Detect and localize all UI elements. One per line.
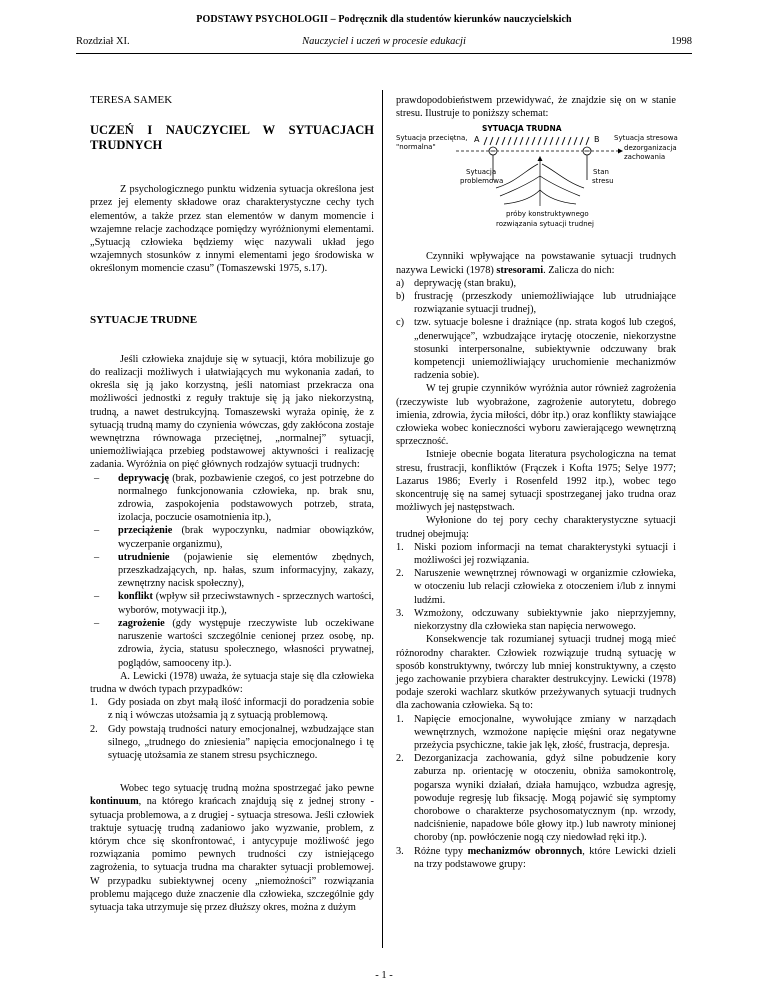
diagram-label: rozwiązania sytuacji trudnej	[496, 220, 594, 229]
list-item: 2. Gdy powstają trudności natury emocjonalnej, wzbudzające stan silnego, „trudnego do zniesienia” napięcia emocjonalnego i tę sytuację utożsamia ze stanem stresu psychicznego.	[90, 723, 374, 761]
diagram-label: "normalna"	[396, 143, 436, 152]
list-item: 1. Niski poziom informacji na temat charakterystyki sytuacji i możliwości jej rozwiązania.	[396, 541, 676, 567]
column-divider	[382, 90, 383, 948]
list-item: 1. Napięcie emocjonalne, wywołujące zmiany w narządach wewnętrznych, wzmożone napięcie mięśni oraz negatywne przeżycia psychiczne, takie jak lęk, złość, frustracja, depresja.	[396, 713, 676, 751]
right-column	[396, 94, 676, 871]
diagram-label: próby konstruktywnego	[506, 210, 589, 219]
paragraph-2: A. Lewicki (1978) uważa, że sytuacja staje się dla człowieka trudna w dwóch typach przypadków:	[90, 670, 374, 695]
difficult-situation-types	[90, 472, 374, 670]
intro-paragraph: Z psychologicznego punktu widzenia sytuacja określona jest przez jej elementy składowe oraz charakterystyczne cechy tych elementów, a także przez stan elementów w danym momencie i wzajemne relacje zachodzące pomiędzy wyróżnionymi elementami. „Sytuacją człowieka będziemy więc nazywali układ jego wzajemnych stosunków z innymi elementami jego środowiska w określonym momencie czasu” (Tomaszewski 1975, s.17).	[90, 184, 374, 275]
diagram-label: dezorganizacja	[624, 144, 677, 153]
paragraph-stressors: Czynniki wpływające na powstawanie sytuacji trudnych nazywa Lewicki (1978) stresorami. Zalicza do nich:	[396, 251, 676, 276]
header-rule	[76, 53, 692, 54]
section-heading: SYTUACJE TRUDNE	[90, 313, 198, 326]
page-number: - 1 -	[375, 970, 393, 981]
diagram-label: Stan	[593, 168, 609, 177]
diagram-label: Sytuacja stresowa	[614, 134, 678, 143]
diagram-label: zachowania	[624, 153, 666, 162]
article-title: UCZEŃ I NAUCZYCIEL W SYTUACJACH TRUDNYCH	[90, 123, 374, 153]
list-item: – zagrożenie (gdy występuje rzeczywiste lub oczekiwane naruszenie wartości szczególnie cenionej przez osobę, np. zdrowia, życia, statusu społecznego, własności prywatnej, poglądów, samooceny itp.).	[94, 617, 374, 669]
diagram-point-b: B	[594, 135, 600, 145]
running-header: PODSTAWY PSYCHOLOGII – Podręcznik dla studentów kierunków nauczycielskich	[196, 14, 572, 25]
diagram-label: Sytuacja przeciętna,	[396, 134, 468, 143]
paragraph-threats: W tej grupie czynników wyróżnia autor również zagrożenia (rzeczywiste lub wyobrażone, zagrożenie autorytetu, dobrego imienia, zdrowia, życia miłości, dóbr itp.) oraz konflikty stawiające człowieka wobec konieczności wyboru zawierającego wewnętrzną sprzeczność.	[396, 383, 676, 448]
left-column	[90, 94, 374, 914]
list-item: – przeciążenie (brak wypoczynku, nadmiar obowiązków, wyczerpanie organizmu),	[94, 525, 374, 550]
paragraph-3: Wobec tego sytuację trudną można spostrzegać jako pewne kontinuum, na którego krańcach znajdują się z jednej strony - sytuacja problemowa, a z drugiej - sytuacja stresowa. Jeśli człowiek traktuje sytuację trudną zadaniowo jako wyzwanie, problem, z którym chce się skonfrontować, i antycypuje możliwość jego rozwiązania pomimo pewnych trudności czy istniejącego zagrożenia, to sytuacja trudna ma charakter sytuacji problemowej. W przypadku subiektywnej oceny „niemożności” rozwiązania problemu mającego duże znaczenie dla człowieka, szczególnie gdy sytuacja taka utrzymuje się przez dłuższy okres, można z dużym	[90, 783, 374, 913]
list-item: b) frustrację (przeszkody uniemożliwiające lub utrudniające rozwiązanie sytuacji trudnej),	[396, 291, 676, 316]
list-item: 1. Gdy posiada on zbyt małą ilość informacji do poradzenia sobie z nią i wówczas utożsamia ją z sytuacją problemową.	[90, 697, 374, 722]
list-item: 3. Różne typy mechanizmów obronnych, które Lewicki dzieli na trzy podstawowe grupy:	[396, 845, 677, 870]
effects-list	[396, 713, 676, 871]
diagram-label: stresu	[592, 177, 614, 186]
diagram-label: Sytuacja	[466, 168, 497, 177]
list-item: – konflikt (wpływ sił przeciwstawnych - sprzecznych wartości, wyborów, motywacji itp.),	[94, 591, 374, 616]
stressor-list	[396, 277, 676, 383]
diagram-label: problemowa	[460, 177, 504, 186]
lewicki-cases	[90, 696, 374, 762]
difficult-situation-diagram	[396, 124, 676, 236]
list-item: c) tzw. sytuacje bolesne i drażniące (np. strata kogoś lub czegoś, „denerwujące”, wzbudzające irytację otoczenie, niekorzystne stosunki interpersonalne, subiektywnie odczuwany brak kompetencji uniemożliwiający uruchomienie mechanizmów radzenia sobie).	[396, 317, 676, 382]
feature-list	[396, 541, 676, 633]
list-item: – deprywację (brak, pozbawienie czegoś, co jest potrzebne do normalnego funkcjonowania człowieka, np. brak snu, zdrowia, zaspokojenia podstawowych potrzeb, strata, izolacja, poczucie osamotnienia itp.),	[94, 472, 374, 524]
list-item: 2. Dezorganizacja zachowania, gdyż silne pobudzenie kory zaburza np. orientację w otoczeniu, obniża samokontrolę, pogarsza wyniki działań, działa hamująco, wzbudza agresję, powoduje regresję lub fiksację. Mogą pojawić się symptomy chorobowe o charakterze psychosomatycznym (np. wrzody, nadciśnienie, napadowe bóle głowy itp.) lub nawroty minionej choroby (np. powłóczenie nogą czy niedowład ręki itp.).	[396, 753, 676, 844]
paragraph-literature: Istnieje obecnie bogata literatura psychologiczna na temat stresu, frustracji, konfliktów (Frączek i Kofta 1975; Selye 1977; Lazarus 1986; Everly i Rosenfeld 1992 itp.), wobec tego skoncentruję się na samej sytuacji spostrzeganej jako trudna oraz możliwych jej następstwach.	[396, 449, 676, 514]
year-label: 1998	[671, 36, 692, 47]
diagram-point-a: A	[474, 135, 480, 145]
paragraph-consequences: Konsekwencje tak rozumianej sytuacji trudnej mogą mieć różnorodny charakter. Człowiek rozwiązuje trudną sytuację w sposób konstruktywny, twórczy lub mniej konstruktywny, a często jego zachowanie przybiera charakter destrukcyjny. Lewicki (1978) podaje szeroki wachlarz skutków przeżywanych sytuacji trudnych dla zachowania człowieka. Są to:	[396, 634, 676, 712]
list-item: – utrudnienie (pojawienie się elementów zbędnych, przeszkadzających, np. hałas, szum informacyjny, zakazy, zewnętrzny nacisk społeczny),	[94, 551, 374, 590]
list-item: 3. Wzmożony, odczuwany subiektywnie jako nieprzyjemny, niekorzystny dla człowieka stan napięcia nerwowego.	[396, 607, 676, 633]
paragraph-1: Jeśli człowieka znajduje się w sytuacji, która mobilizuje go do realizacji możliwych i ułatwiających mu wykonania zadań, to określa się ją jako korzystną, jeśli natomiast przekracza ona możliwości jednostki z reguły traktuje się ją jako niekorzystną, trudną, a nawet destrukcyjną. Tomaszewski wyraża opinię, że z sytuacją trudną mamy do czynienia wówczas, gdy zakłócona zostaje wewnętrzna równowaga przeciętnej, „normalnej” sytuacji, uniemożliwiająca przebieg podstawowej aktywności i realizację zadania. Wyróżnia on pięć głównych rodzajów sytuacji trudnych:	[90, 353, 374, 471]
list-item: a) deprywację (stan braku),	[396, 277, 517, 289]
author: TERESA SAMEK	[90, 94, 173, 106]
chapter-label: Rozdział XI.	[76, 36, 130, 47]
section-label: Nauczyciel i uczeń w procesie edukacji	[302, 36, 466, 47]
paragraph-features: Wyłonione do tej pory cechy charakterystyczne sytuacji trudnej obejmują:	[396, 515, 676, 540]
diagram-title: SYTUACJA TRUDNA	[482, 124, 562, 134]
continued-paragraph: prawdopodobieństwem przewidywać, że znajdzie się on w stanie stresu. Ilustruje to poniższy schemat:	[396, 95, 676, 120]
list-item: 2. Naruszenie wewnętrznej równowagi w organizmie człowieka, w otoczeniu lub relacji człowieka z otoczeniem i/lub z innymi ludźmi.	[396, 568, 676, 606]
